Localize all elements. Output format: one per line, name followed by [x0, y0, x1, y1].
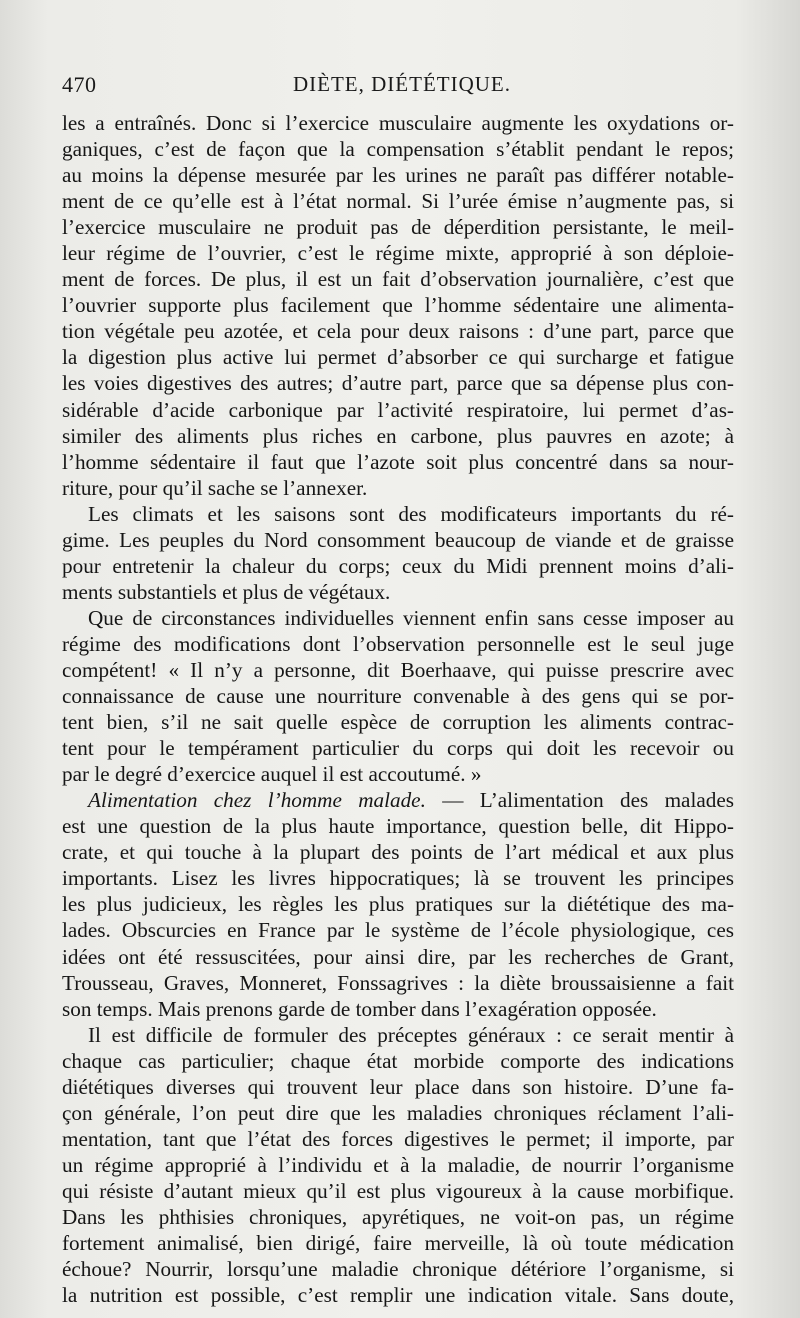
text-line: [62, 787, 734, 813]
italic-heading: Alimentation chez l’homme malade.: [88, 788, 426, 813]
text-line: Il est difficile de formuler des préceptes généraux : ce serait mentir à: [88, 1022, 734, 1047]
text-line: ment de ce qu’elle est à l’état normal. Si l’urée émise n’augmente pas, si: [62, 189, 734, 214]
text-line: les voies digestives des autres; d’autre part, parce que sa dépense plus con-: [62, 371, 734, 396]
text-line: similer des aliments plus riches en carbone, plus pauvres en azote; à: [62, 423, 734, 448]
text-line: mentation, tant que l’état des forces digestives le permet; il importe, par: [62, 1126, 734, 1151]
text-line: sidérable d’acide carbonique par l’activité respiratoire, lui permet d’as-: [62, 397, 734, 422]
text-line: ganiques, c’est de façon que la compensation s’établit pendant le repos;: [62, 137, 734, 162]
text-line: ments substantiels et plus de végétaux.: [62, 579, 391, 604]
text-line: diététiques diverses qui trouvent leur place dans son histoire. D’une fa-: [62, 1074, 734, 1099]
text-line: importants. Lisez les livres hippocratiques; là se trouvent les principes: [62, 866, 734, 891]
text-line: fortement animalisé, bien dirigé, faire merveille, là où toute médication: [62, 1231, 734, 1256]
text-line: l’homme sédentaire il faut que l’azote soit plus concentré dans sa nour-: [62, 449, 734, 474]
text-line: riture, pour qu’il sache se l’annexer.: [62, 475, 368, 500]
text-line: tent pour le tempérament particulier du corps qui doit les recevoir ou: [62, 736, 734, 761]
text-line: compétent! « Il n’y a personne, dit Boerhaave, qui puisse prescrire avec: [62, 657, 734, 682]
line-text: — L’alimentation des malades: [425, 788, 734, 813]
text-line: les a entraînés. Donc si l’exercice musculaire augmente les oxydations or-: [62, 111, 734, 135]
text-line: est une question de la plus haute importance, question belle, dit Hippo-: [62, 814, 734, 839]
text-line: son temps. Mais prenons garde de tomber dans l’exagération opposée.: [62, 996, 657, 1021]
text-line: la digestion plus active lui permet d’absorber ce qui surcharge et fatigue: [62, 345, 734, 370]
text-line: la nutrition est possible, c’est remplir une indication vitale. Sans doute,: [62, 1283, 734, 1308]
text-line: Trousseau, Graves, Monneret, Fonssagrives : la diète broussaisienne a fait: [62, 970, 734, 995]
running-title: DIÈTE, DIÉTÉTIQUE.: [292, 72, 511, 96]
text-line: les plus judicieux, les règles les plus pratiques sur la diététique des ma-: [62, 892, 734, 917]
text-line: régime des modifications dont l’observation personnelle est le seul juge: [62, 631, 734, 656]
text-line: l’exercice musculaire ne produit pas de déperdition persistante, le meil-: [62, 215, 734, 240]
text-line: çon générale, l’on peut dire que les maladies chroniques réclament l’ali-: [62, 1100, 734, 1125]
text-line: connaissance de cause une nourriture convenable à des gens qui se por-: [62, 684, 734, 709]
text-line: échoue? Nourrir, lorsqu’une maladie chronique détériore l’organisme, si: [62, 1257, 734, 1282]
text-line: au moins la dépense mesurée par les urines ne paraît pas différer notable-: [62, 163, 734, 188]
text-line: tion végétale peu azotée, et cela pour deux raisons : d’une part, parce que: [62, 319, 734, 344]
text-line: tent bien, s’il ne sait quelle espèce de corruption les aliments contrac-: [62, 710, 734, 735]
text-line: leur régime de l’ouvrier, c’est le régime mixte, approprié à son déploie-: [62, 241, 734, 266]
page-number: 470: [62, 72, 97, 97]
text-line: gime. Les peuples du Nord consomment beaucoup de viande et de graisse: [62, 527, 734, 552]
text-line: Dans les phthisies chroniques, apyrétiques, ne voit-on pas, un régime: [62, 1204, 734, 1229]
text-line: l’ouvrier supporte plus facilement que l’homme sédentaire une alimenta-: [62, 293, 734, 318]
text-line: crate, et qui touche à la plupart des points de l’art médical et aux plus: [62, 840, 734, 865]
text-line: idées ont été ressuscitées, pour ainsi dire, par les recherches de Grant,: [62, 944, 734, 969]
text-line: Les climats et les saisons sont des modificateurs importants du ré-: [88, 501, 734, 526]
text-line: qui résiste d’autant mieux qu’il est plus vigoureux à la cause morbifique.: [62, 1178, 734, 1203]
page-header: [62, 72, 732, 102]
text-line: par le degré d’exercice auquel il est accoutumé. »: [62, 762, 482, 787]
text-line: chaque cas particulier; chaque état morbide comporte des indications: [62, 1048, 734, 1073]
text-line: ment de forces. De plus, il est un fait d’observation journalière, c’est que: [62, 267, 734, 292]
text-line: Que de circonstances individuelles viennent enfin sans cesse imposer au: [88, 605, 734, 630]
text-line: lades. Obscurcies en France par le système de l’école physiologique, ces: [62, 918, 734, 943]
text-line: pour entretenir la chaleur du corps; ceux du Midi prennent moins d’ali-: [62, 553, 734, 578]
body-text: [62, 110, 734, 1308]
text-line: un régime approprié à l’individu et à la maladie, de nourrir l’organisme: [62, 1152, 734, 1177]
